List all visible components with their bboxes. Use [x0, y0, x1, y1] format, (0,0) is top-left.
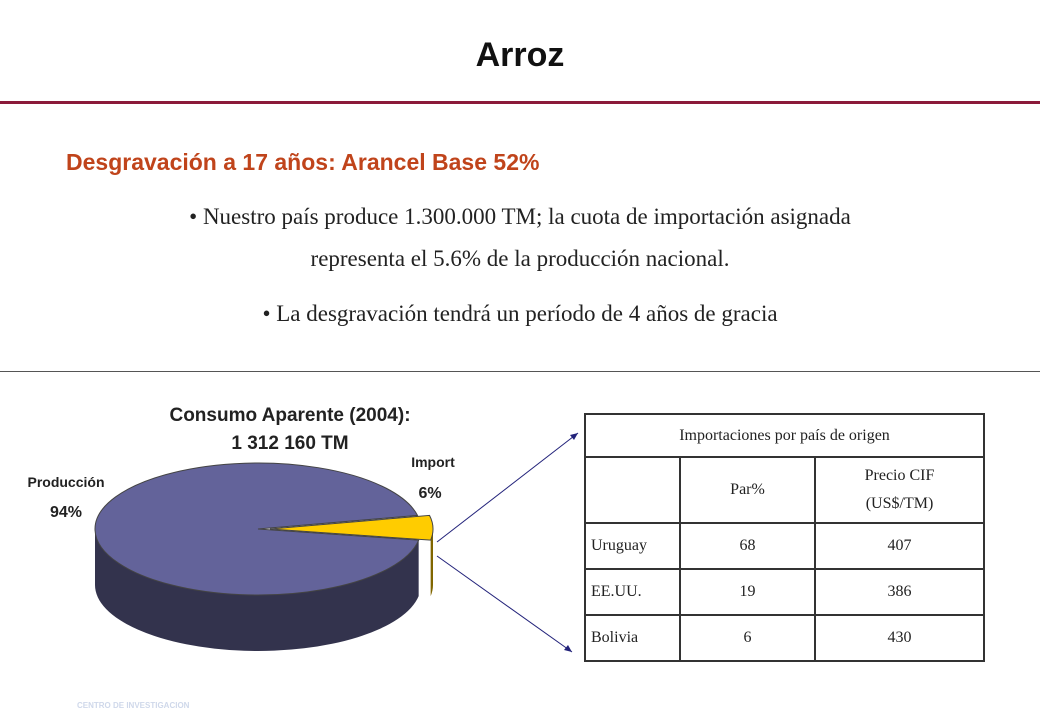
slice-name-produccion: Producción: [27, 474, 105, 490]
table-title: Importaciones por país de origen: [585, 414, 984, 457]
section-divider: [0, 371, 1040, 372]
footer-watermark: CENTRO DE INVESTIGACION: [77, 701, 190, 710]
table-cell-country: Bolivia: [585, 615, 680, 661]
table-cell-precio: 430: [815, 615, 984, 661]
slice-value-import: 6%: [418, 485, 442, 502]
table-cell-par: 19: [680, 569, 815, 615]
table-row: [585, 615, 984, 661]
bullet-2: • La desgravación tendrá un período de 4 años de gracia: [262, 301, 778, 326]
slice-name-import: Import: [411, 454, 455, 470]
bullet-1-line-2: representa el 5.6% de la producción nacional.: [310, 246, 730, 271]
table-cell-precio: 407: [815, 523, 984, 569]
slide-subtitle: Desgravación a 17 años: Arancel Base 52%: [66, 149, 540, 175]
connector-arrow-top: [570, 433, 578, 440]
connector-line-top: [437, 433, 578, 542]
table-cell-precio: 386: [815, 569, 984, 615]
table-cell-country: EE.UU.: [585, 569, 680, 615]
table-header-precio-line2: (US$/TM): [865, 495, 934, 512]
pie-chart: [0, 380, 580, 680]
table-cell-par: 6: [680, 615, 815, 661]
table-row: [585, 569, 984, 615]
title-divider: [0, 101, 1040, 104]
table-header-precio: [815, 457, 984, 523]
slice-value-produccion: 94%: [49, 504, 83, 521]
pie-title: Consumo Aparente (2004):: [169, 405, 411, 426]
table-header-empty: [585, 457, 680, 523]
pie-subtitle: 1 312 160 TM: [231, 433, 349, 454]
connector-line-bottom: [437, 556, 572, 652]
slide-title: Arroz: [475, 36, 565, 74]
table-cell-par: 68: [680, 523, 815, 569]
table-header-par: Par%: [680, 457, 815, 523]
connector-arrow-bottom: [564, 645, 572, 652]
table-row: [585, 523, 984, 569]
table-header-precio-line1: Precio CIF: [864, 467, 935, 484]
table-cell-country: Uruguay: [585, 523, 680, 569]
imports-table: [584, 413, 985, 662]
bullet-1-line-1: • Nuestro país produce 1.300.000 TM; la cuota de importación asignada: [189, 204, 851, 229]
